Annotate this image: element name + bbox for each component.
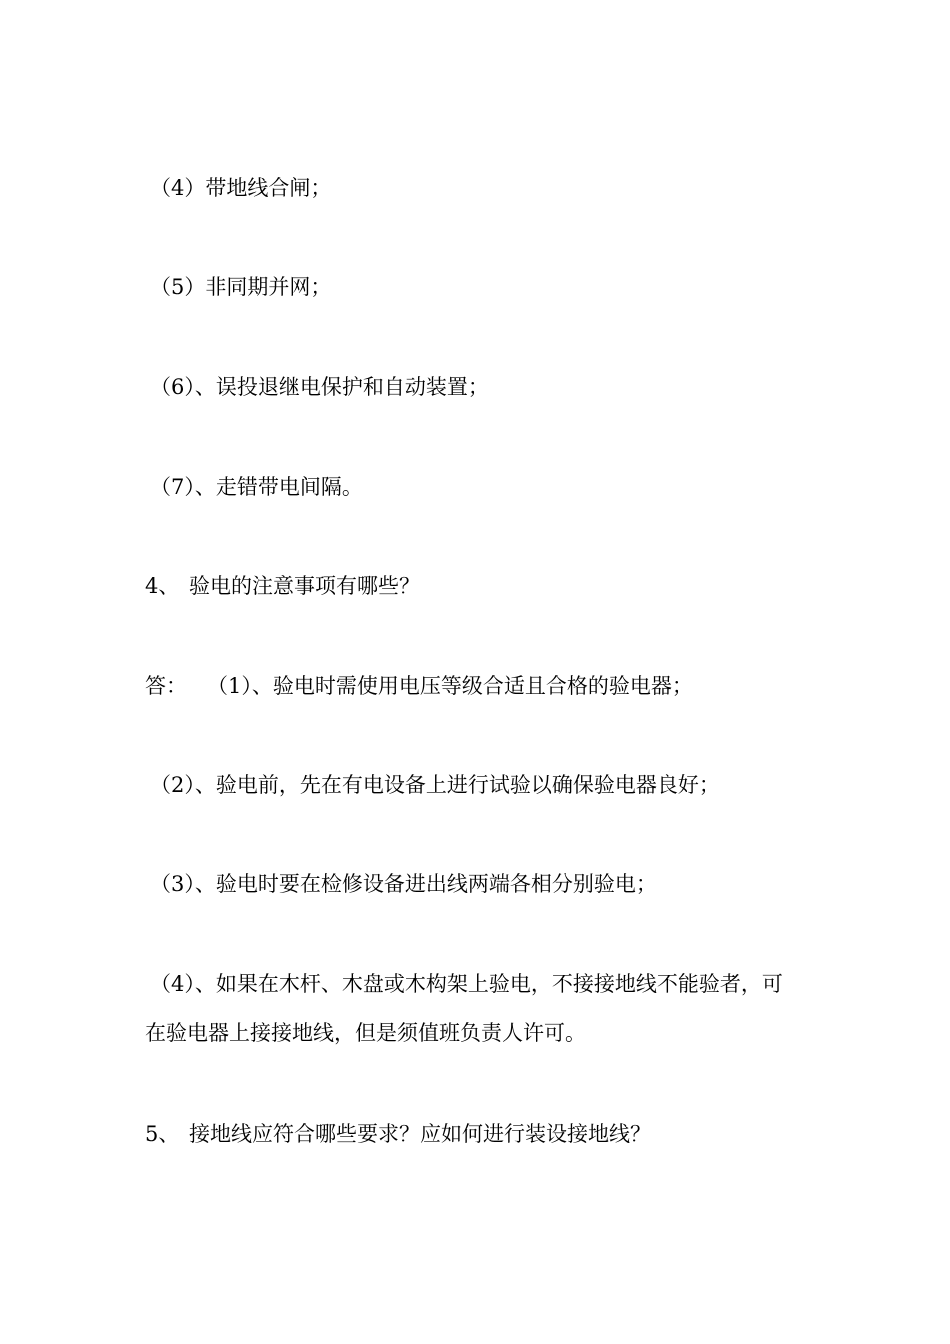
answer-item-continuation	[145, 1019, 586, 1047]
list-item-text: （7）、走错带电间隔。	[150, 475, 363, 499]
answer-item: （1）、验电时需使用电压等级合适且合格的验电器；	[207, 674, 693, 698]
question-4	[145, 572, 420, 600]
list-item	[150, 373, 489, 401]
question-number: 5、	[145, 1122, 180, 1146]
answer-label: 答：	[145, 674, 187, 698]
list-item-text: （4）带地线合闸；	[150, 176, 332, 200]
answer-item	[150, 870, 657, 898]
answer-item-text: 在验电器上接接地线，但是须值班负责人许可。	[145, 1021, 586, 1045]
list-item	[150, 473, 363, 501]
list-item-text: （5）非同期并网；	[150, 275, 332, 299]
list-item	[150, 273, 331, 301]
list-item	[150, 174, 331, 202]
answer-item-text: （3）、验电时要在检修设备进出线两端各相分别验电；	[150, 872, 657, 896]
list-item-text: （6）、误投退继电保护和自动装置；	[150, 375, 489, 399]
answer-item-text: （2）、验电前，先在有电设备上进行试验以确保验电器良好；	[150, 773, 720, 797]
answer-item-text: （4）、如果在木杆、木盘或木构架上验电，不接接地线不能验者，可	[150, 972, 783, 996]
answer-item	[150, 771, 720, 799]
question-text: 验电的注意事项有哪些？	[189, 574, 420, 598]
question-number: 4、	[145, 574, 180, 598]
answer-item	[150, 970, 783, 998]
question-text: 接地线应符合哪些要求？应如何进行装设接地线？	[189, 1122, 651, 1146]
question-5	[145, 1120, 651, 1148]
answer-4-first-line	[145, 672, 693, 700]
